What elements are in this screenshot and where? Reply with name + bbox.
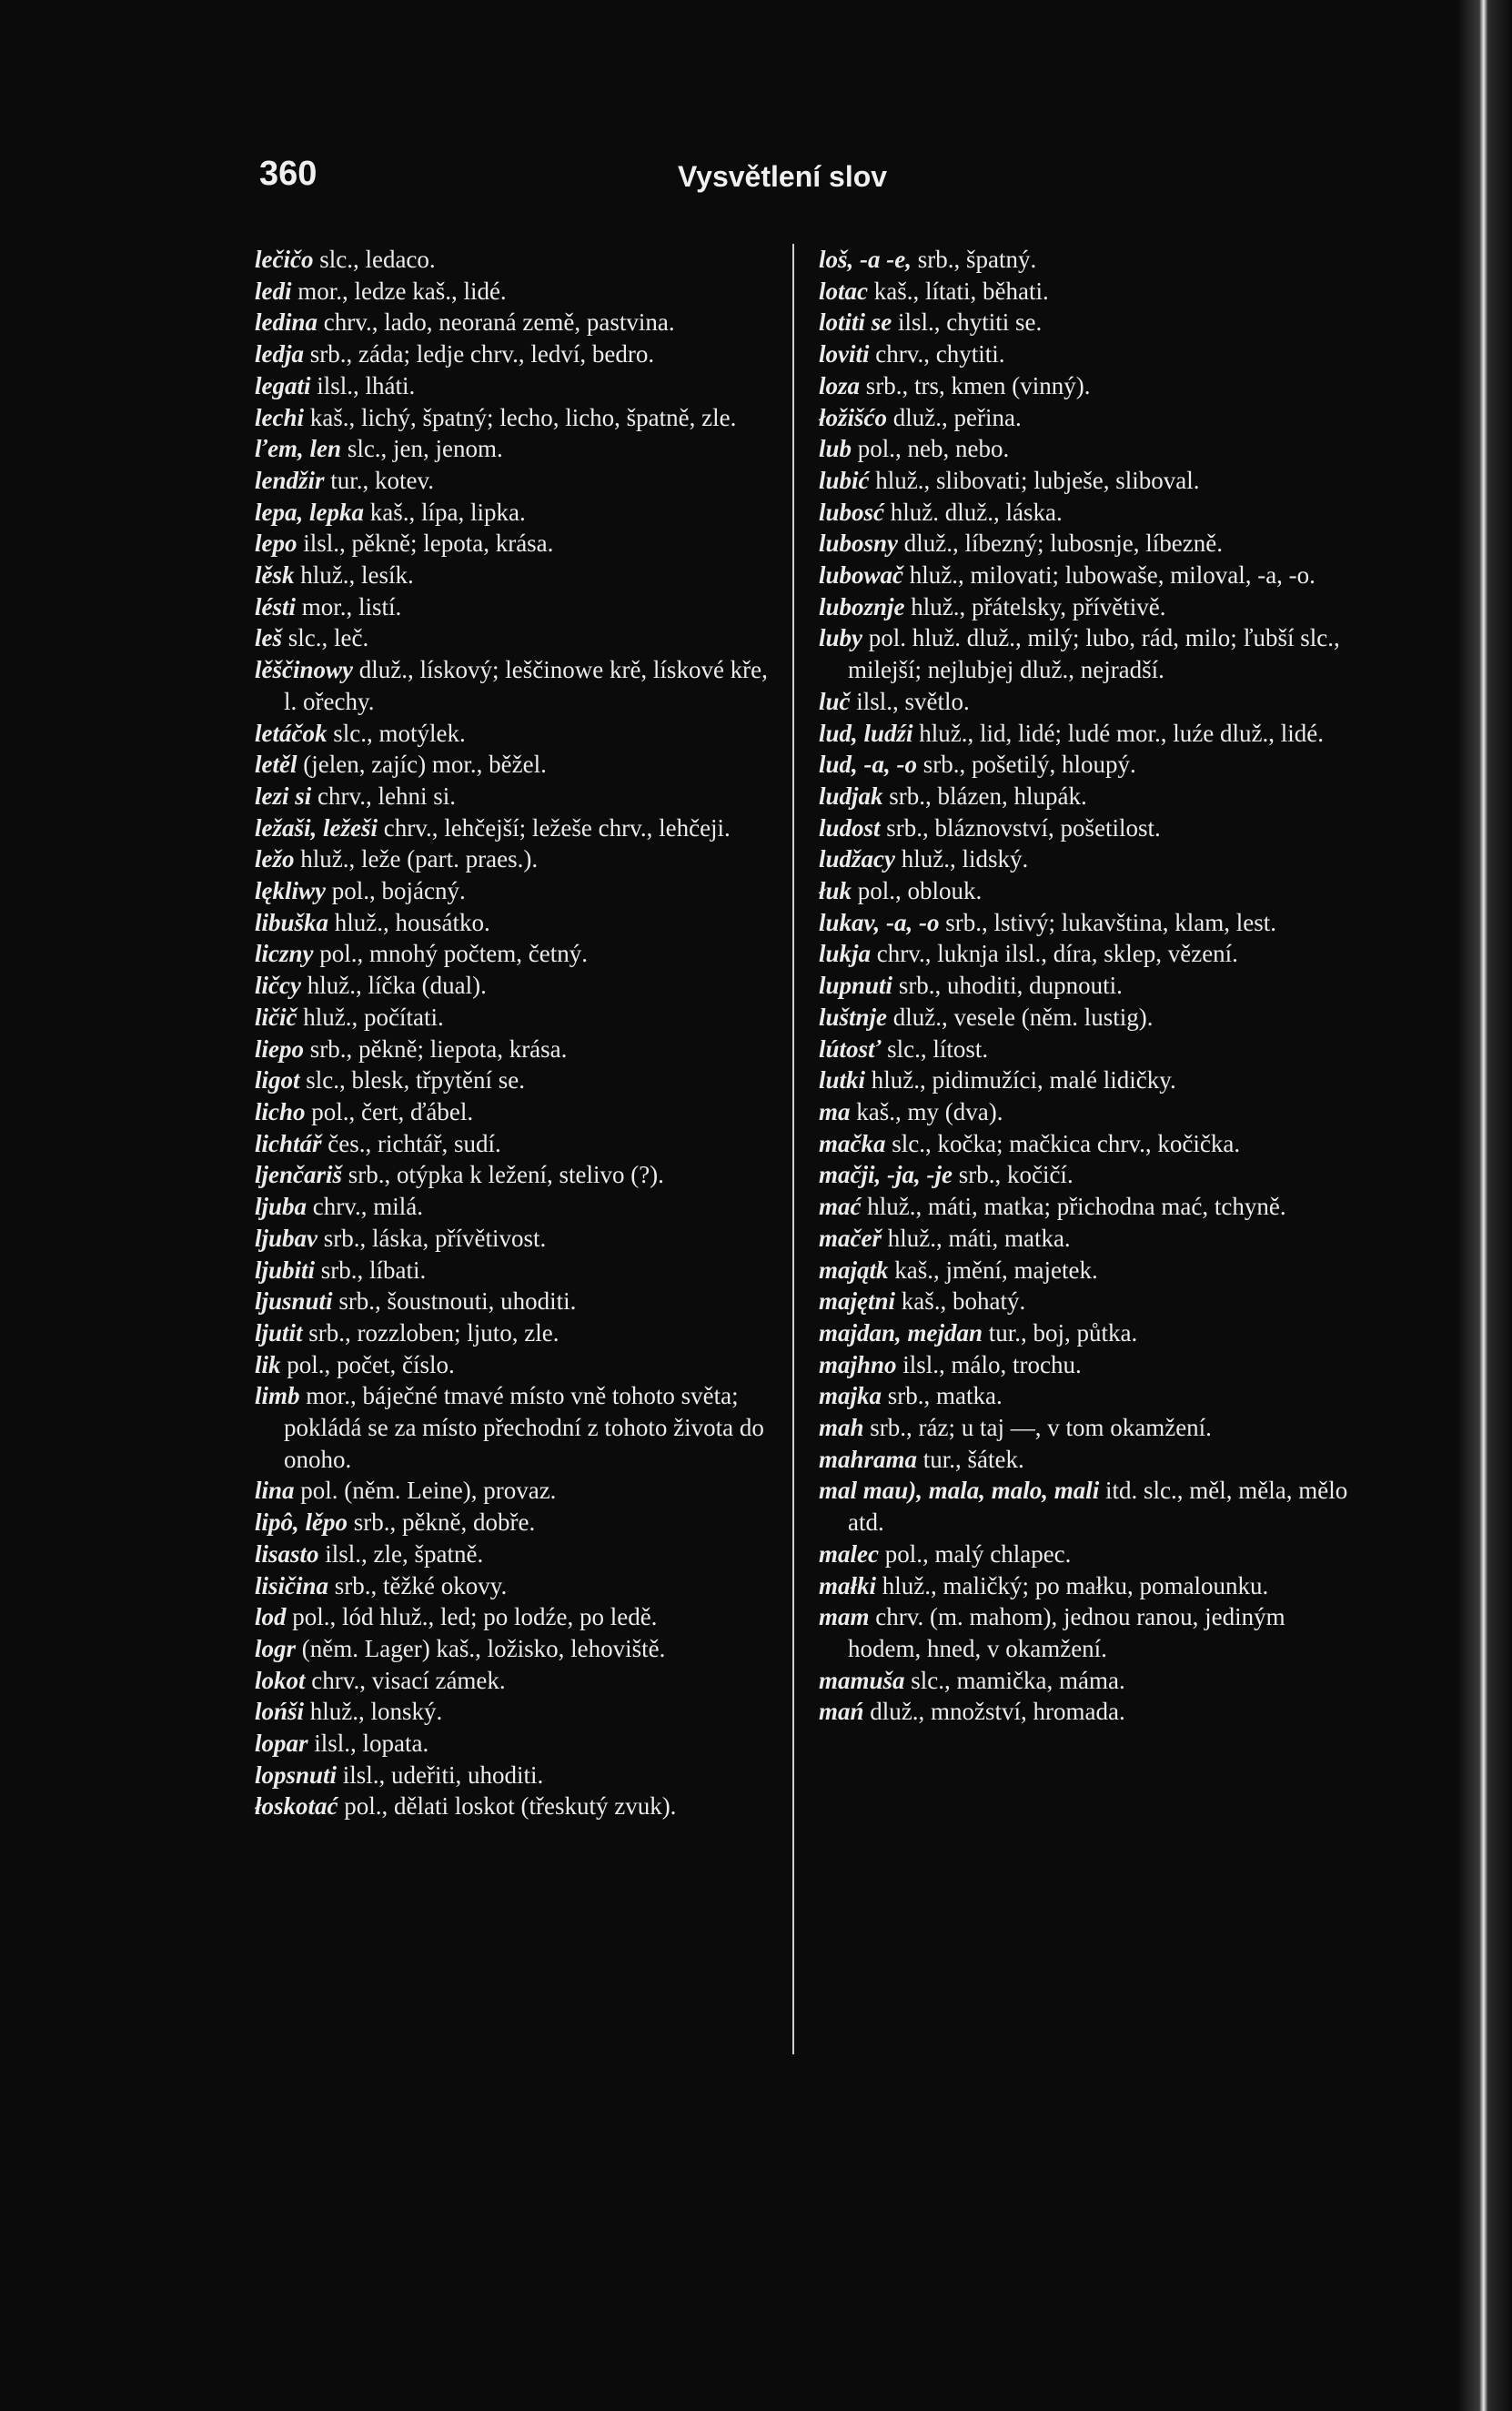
dictionary-entry [255, 591, 778, 623]
entry-definition: pol., mnohý počtem, četný. [313, 940, 588, 968]
entry-headword: lendžir [255, 466, 325, 494]
entry-definition: dluž., peřina. [887, 403, 1022, 431]
dictionary-entry [819, 1096, 1356, 1128]
entry-definition: dluž., množství, hromada. [863, 1698, 1125, 1726]
dictionary-entry [819, 591, 1356, 623]
entry-definition: slc., motýlek. [327, 719, 466, 747]
entry-headword: majhno [819, 1350, 897, 1378]
dictionary-entry [255, 622, 778, 654]
entry-definition: hluž. dluž., láska. [884, 498, 1063, 526]
entry-definition: dluž., líbezný; lubosnje, líbezně. [898, 530, 1223, 558]
entry-headword: lękliwy [255, 877, 326, 905]
entry-headword: majętni [819, 1287, 896, 1316]
dictionary-entry [255, 1223, 778, 1255]
entry-definition: slc., leč. [282, 624, 369, 652]
entry-definition: chrv., luknja ilsl., díra, sklep, vězení. [871, 940, 1238, 968]
entry-definition: srb., matka. [882, 1382, 1003, 1410]
dictionary-entry [255, 875, 778, 907]
entry-definition: mor., ledze kaš., lidé. [291, 277, 507, 305]
entry-headword: ludost [819, 813, 881, 842]
dictionary-entry [819, 402, 1356, 434]
dictionary-entry [255, 907, 778, 939]
entry-headword: limb [255, 1382, 300, 1410]
entry-definition: hluž., pidimužíci, malé lidičky. [865, 1066, 1176, 1095]
entry-definition: kaš., my (dva). [850, 1097, 1003, 1125]
entry-headword: lisičina [255, 1571, 329, 1599]
entry-definition: pol., bojácný. [325, 877, 466, 905]
entry-headword: lońši [255, 1698, 305, 1726]
entry-definition: srb., těžké okovy. [328, 1571, 508, 1599]
entry-definition: tur., boj, půtka. [983, 1318, 1138, 1347]
entry-headword: lopar [255, 1730, 308, 1758]
entry-headword: mahrama [819, 1445, 918, 1473]
entry-definition: srb., trs, kmen (vinný). [860, 371, 1091, 399]
entry-headword: lod [255, 1603, 287, 1631]
entry-headword: loš, -a -e, [819, 246, 912, 273]
entry-headword: lisasto [255, 1539, 319, 1568]
dictionary-entry [255, 843, 778, 875]
dictionary-entry [819, 560, 1356, 591]
entry-headword: ledja [255, 340, 304, 368]
entry-headword: mać [819, 1193, 862, 1221]
dictionary-entry [255, 938, 778, 970]
entry-definition: srb., pěkně, dobře. [348, 1508, 536, 1537]
dictionary-entry [255, 1191, 778, 1223]
entry-definition: srb., záda; ledje chrv., ledví, bedro. [304, 340, 655, 368]
entry-definition: srb., líbati. [315, 1256, 427, 1284]
entry-definition: slc., ledaco. [313, 246, 436, 273]
entry-definition: slc., jen, jenom. [341, 435, 503, 463]
dictionary-entry [819, 465, 1356, 497]
dictionary-entry [255, 1696, 778, 1728]
dictionary-entry [819, 812, 1356, 844]
entry-definition: srb., pěkně; liepota, krása. [304, 1034, 568, 1063]
dictionary-entry [819, 1538, 1356, 1570]
entry-definition: srb., uhoditi, dupnouti. [892, 972, 1123, 1000]
page-number: 360 [259, 155, 318, 193]
dictionary-entry [819, 528, 1356, 560]
dictionary-entry [255, 497, 778, 529]
dictionary-entry [819, 1601, 1356, 1664]
entry-definition: hluž., slibovati; lubješe, sliboval. [869, 466, 1200, 494]
entry-headword: ležaši, ležeši [255, 813, 378, 842]
dictionary-entry [255, 370, 778, 402]
dictionary-entry [255, 1034, 778, 1065]
dictionary-entry [819, 1412, 1356, 1444]
dictionary-entry [819, 1696, 1356, 1728]
dictionary-entry [255, 1002, 778, 1034]
dictionary-entry [255, 1728, 778, 1760]
entry-headword: lubosny [819, 530, 899, 558]
entry-headword: ljubiti [255, 1256, 316, 1284]
entry-definition: pol. hluž. dluž., milý; lubo, rád, milo; ľubší slc., milejší; nejlubjej dluž., nejradší. [848, 624, 1340, 684]
entry-definition: dluž., vesele (něm. lustig). [887, 1003, 1154, 1031]
entry-definition: chrv., chytiti. [869, 340, 1005, 368]
entry-headword: lubosć [819, 498, 885, 526]
dictionary-entry [255, 1538, 778, 1570]
entry-headword: ledi [255, 277, 292, 305]
entry-definition: slc., lítost. [881, 1034, 989, 1063]
dictionary-entry [255, 528, 778, 560]
entry-headword: lezi si [255, 782, 312, 810]
entry-headword: lěsk [255, 561, 295, 590]
entry-headword: lokot [255, 1666, 306, 1694]
entry-definition: mor., báječné tmavé místo vně tohoto světa; pokládá se za místo přechodní z tohoto života do onoho. [284, 1382, 764, 1473]
entry-headword: loviti [819, 340, 870, 368]
dictionary-entry [819, 1349, 1356, 1381]
entry-definition: pol., malý chlapec. [878, 1539, 1072, 1568]
entry-definition: pol., počet, číslo. [280, 1350, 455, 1378]
entry-headword: ležo [255, 845, 295, 873]
entry-definition: hluž., líčka (dual). [300, 972, 487, 1000]
entry-headword: mačji, -ja, -je [819, 1161, 953, 1189]
entry-headword: lopsnuti [255, 1760, 338, 1789]
entry-headword: ličič [255, 1003, 297, 1031]
entry-headword: logr [255, 1634, 297, 1662]
entry-headword: lepa, lepka [255, 498, 364, 526]
entry-headword: lútosť [819, 1034, 882, 1063]
entry-headword: ličcy [255, 972, 301, 1000]
dictionary-entry [819, 718, 1356, 750]
entry-definition: hluž., leže (part. praes.). [294, 845, 539, 873]
dictionary-entry [255, 1665, 778, 1697]
entry-definition: srb., bláznovství, pošetilost. [880, 813, 1161, 842]
dictionary-entry [255, 465, 778, 497]
entry-definition: pol., dělati loskot (třeskutý zvuk). [338, 1792, 677, 1821]
dictionary-entry [819, 1475, 1356, 1538]
dictionary-entry [819, 497, 1356, 529]
entry-definition: hluž., maličký; po małku, pomalounku. [876, 1571, 1269, 1599]
dictionary-entry [255, 1475, 778, 1507]
entry-headword: mam [819, 1603, 870, 1631]
dictionary-entry [255, 1349, 778, 1381]
entry-definition: srb., lstivý; lukavština, klam, lest. [939, 908, 1276, 936]
entry-headword: łuk [819, 877, 852, 905]
dictionary-entry [255, 812, 778, 844]
dictionary-entry [819, 970, 1356, 1002]
dictionary-entry [819, 1034, 1356, 1065]
dictionary-entry [255, 1286, 778, 1317]
entry-headword: luboznje [819, 592, 905, 620]
entry-headword: liepo [255, 1034, 304, 1063]
entry-definition: chrv. (m. mahom), jednou ranou, jediným hodem, hned, v okamžení. [848, 1603, 1285, 1662]
dictionary-entry [819, 907, 1356, 939]
entry-headword: luč [819, 687, 851, 715]
entry-headword: luby [819, 624, 863, 652]
entry-headword: lutki [819, 1066, 866, 1095]
entry-definition: kaš., bohatý. [895, 1287, 1026, 1316]
entry-definition: ilsl., zle, špatně. [318, 1539, 484, 1568]
entry-headword: mań [819, 1698, 864, 1726]
entry-headword: ľem, len [255, 435, 342, 463]
entry-definition: hluž., lesík. [294, 561, 414, 590]
entry-headword: lud, ludźi [819, 719, 913, 747]
dictionary-entry [255, 1317, 778, 1349]
dictionary-entry [819, 370, 1356, 402]
dictionary-entry [255, 1507, 778, 1538]
entry-headword: majątk [819, 1256, 889, 1284]
dictionary-entry [255, 1128, 778, 1160]
entry-headword: ljutit [255, 1318, 303, 1347]
entry-definition: pol., lód hluž., led; po lodźe, po ledě. [286, 1603, 658, 1631]
entry-definition: chrv., visací zámek. [305, 1666, 506, 1694]
entry-headword: lečičo [255, 246, 314, 273]
dictionary-entry [819, 843, 1356, 875]
book-edge [1457, 0, 1512, 2411]
dictionary-entry [819, 1665, 1356, 1697]
entry-headword: leš [255, 624, 282, 652]
entry-definition: srb., pošetilý, hloupý. [917, 751, 1136, 779]
dictionary-entry [819, 276, 1356, 308]
entry-headword: mačka [819, 1129, 886, 1157]
entry-definition: kaš., jmění, majetek. [888, 1256, 1098, 1284]
entry-headword: libuška [255, 908, 329, 936]
dictionary-entry [819, 1128, 1356, 1160]
entry-definition: ilsl., lháti. [310, 371, 416, 399]
entry-definition: (jelen, zajíc) mor., běžel. [297, 751, 547, 779]
entry-headword: lik [255, 1350, 281, 1378]
entry-definition: slc., mamička, máma. [904, 1666, 1125, 1694]
running-title: Vysvětlení slov [678, 160, 888, 193]
entry-definition: kaš., lípa, lipka. [363, 498, 526, 526]
dictionary-entry [255, 1380, 778, 1475]
entry-definition: srb., láska, přívětivost. [318, 1224, 547, 1252]
dictionary-entry [255, 781, 778, 812]
dictionary-entry [255, 1255, 778, 1286]
entry-definition: srb., šoustnouti, uhoditi. [332, 1287, 577, 1316]
entry-headword: lepo [255, 530, 297, 558]
entry-headword: lupnuti [819, 972, 893, 1000]
entry-definition: chrv., lado, neoraná země, pastvina. [318, 308, 675, 337]
dictionary-entry [255, 560, 778, 591]
entry-definition: tur., šátek. [917, 1445, 1024, 1473]
dictionary-entry [255, 970, 778, 1002]
entry-definition: hluž., lonský. [304, 1698, 443, 1726]
entry-definition: ilsl., světlo. [850, 687, 970, 715]
dictionary-entry [819, 1002, 1356, 1034]
dictionary-entry [819, 244, 1356, 276]
entry-headword: lub [819, 435, 852, 463]
dictionary-entry [819, 307, 1356, 338]
entry-headword: lukja [819, 940, 872, 968]
entry-headword: lina [255, 1477, 295, 1505]
entry-headword: majka [819, 1382, 882, 1410]
dictionary-entry [255, 654, 778, 717]
entry-headword: ma [819, 1097, 851, 1125]
left-column [255, 244, 778, 1822]
entry-headword: licho [255, 1097, 306, 1125]
dictionary-entry [819, 1064, 1356, 1096]
entry-headword: liczny [255, 940, 314, 968]
entry-headword: ledina [255, 308, 318, 337]
entry-headword: ljubav [255, 1224, 318, 1252]
dictionary-entry [255, 276, 778, 308]
dictionary-entry [255, 718, 778, 750]
entry-headword: ludžacy [819, 845, 895, 873]
dictionary-entry [819, 1159, 1356, 1191]
entry-headword: łožišćo [819, 403, 888, 431]
entry-definition: ilsl., pěkně; lepota, krása. [297, 530, 554, 558]
entry-definition: tur., kotev. [324, 466, 435, 494]
entry-definition: chrv., milá. [307, 1193, 423, 1221]
entry-headword: lotiti se [819, 308, 892, 337]
dictionary-entry [819, 1444, 1356, 1476]
dictionary-entry [819, 1223, 1356, 1255]
entry-definition: srb., rozzloben; ljuto, zle. [302, 1318, 559, 1347]
entry-headword: mamuša [819, 1666, 905, 1694]
dictionary-entry [819, 686, 1356, 718]
dictionary-entry [819, 622, 1356, 685]
dictionary-entry [819, 1191, 1356, 1223]
entry-definition: kaš., lítati, běhati. [868, 277, 1049, 305]
entry-headword: mal mau), mala, malo, mali [819, 1477, 1100, 1505]
entry-definition: hluž., lid, lidé; ludé mor., luźe dluž., lidé. [912, 719, 1324, 747]
entry-headword: lubowač [819, 561, 904, 590]
entry-headword: lud, -a, -o [819, 751, 917, 779]
entry-headword: letáčok [255, 719, 328, 747]
entry-headword: ligot [255, 1066, 300, 1095]
entry-definition: srb., kočičí. [952, 1161, 1074, 1189]
entry-headword: lěščinowy [255, 656, 353, 684]
entry-definition: srb., špatný. [911, 246, 1037, 273]
entry-definition: čes., richtář, sudí. [321, 1129, 501, 1157]
entry-headword: malec [819, 1539, 879, 1568]
entry-headword: letěl [255, 751, 297, 779]
entry-headword: majdan, mejdan [819, 1318, 983, 1347]
entry-definition: chrv., lehčejší; ležeše chrv., lehčeji. [378, 813, 731, 842]
entry-headword: ljusnuti [255, 1287, 333, 1316]
entry-definition: (něm. Lager) kaš., ložisko, lehoviště. [296, 1634, 666, 1662]
dictionary-entry [819, 433, 1356, 465]
entry-definition: srb., ráz; u taj —, v tom okamžení. [863, 1414, 1212, 1442]
entry-definition: srb., blázen, hlupák. [882, 782, 1087, 810]
entry-definition: slc., kočka; mačkica chrv., kočička. [885, 1129, 1241, 1157]
entry-headword: lechi [255, 403, 304, 431]
entry-definition: pol., neb, nebo. [852, 435, 1010, 463]
entry-definition: kaš., lichý, špatný; lecho, licho, špatně, zle. [304, 403, 737, 431]
entry-headword: mačeř [819, 1224, 882, 1252]
entry-headword: ljuba [255, 1193, 307, 1221]
entry-headword: ljenčariš [255, 1161, 343, 1189]
entry-headword: legati [255, 371, 311, 399]
dictionary-entry [819, 1286, 1356, 1317]
right-column [819, 244, 1356, 1728]
dictionary-entry [255, 338, 778, 370]
entry-headword: ludjak [819, 782, 883, 810]
dictionary-entry [255, 433, 778, 465]
entry-headword: łoskotać [255, 1792, 338, 1821]
entry-headword: lubić [819, 466, 870, 494]
entry-definition: pol., čert, ďábel. [305, 1097, 474, 1125]
entry-definition: ilsl., udeřiti, uhoditi. [337, 1760, 544, 1789]
dictionary-entry [819, 781, 1356, 812]
dictionary-entry [819, 1255, 1356, 1286]
dictionary-entry [819, 749, 1356, 781]
entry-headword: lukav, -a, -o [819, 908, 940, 936]
entry-headword: lésti [255, 592, 296, 620]
dictionary-entry [255, 1159, 778, 1191]
dictionary-entry [255, 1633, 778, 1665]
dictionary-entry [255, 1096, 778, 1128]
dictionary-entry [819, 1380, 1356, 1412]
dictionary-entry [819, 875, 1356, 907]
dictionary-entry [255, 1760, 778, 1791]
column-divider [792, 244, 794, 2054]
entry-definition: hluž., housátko. [328, 908, 490, 936]
entry-definition: hluž., lidský. [895, 845, 1029, 873]
dictionary-entry [255, 307, 778, 338]
dictionary-entry [255, 749, 778, 781]
entry-definition: dluž., lískový; leščinowe krě, lískové kře, l. ořechy. [284, 656, 768, 715]
entry-definition: ilsl., lopata. [307, 1730, 429, 1758]
dictionary-entry [819, 1317, 1356, 1349]
entry-definition: pol., oblouk. [852, 877, 983, 905]
entry-definition: ilsl., chytiti se. [892, 308, 1043, 337]
entry-headword: mah [819, 1414, 864, 1442]
entry-definition: hluž., milovati; lubowaše, miloval, -a, -o. [903, 561, 1315, 590]
dictionary-entry [819, 1570, 1356, 1602]
dictionary-entry [819, 938, 1356, 970]
entry-definition: chrv., lehni si. [311, 782, 456, 810]
dictionary-entry [255, 1791, 778, 1822]
entry-headword: luštnje [819, 1003, 888, 1031]
dictionary-entry [255, 402, 778, 434]
dictionary-entry [255, 1064, 778, 1096]
entry-definition: ilsl., málo, trochu. [896, 1350, 1082, 1378]
entry-headword: małki [819, 1571, 877, 1599]
dictionary-entry [255, 1570, 778, 1602]
entry-definition: slc., blesk, třpytění se. [299, 1066, 525, 1095]
entry-headword: loza [819, 371, 861, 399]
entry-definition: pol. (něm. Leine), provaz. [294, 1477, 557, 1505]
entry-definition: hluž., počítati. [297, 1003, 444, 1031]
entry-definition: hluž., máti, matka. [881, 1224, 1071, 1252]
entry-definition: srb., otýpka k ležení, stelivo (?). [342, 1161, 664, 1189]
entry-headword: lipô, lěpo [255, 1508, 348, 1537]
entry-definition: itd. slc., měl, měla, mělo atd. [848, 1477, 1348, 1537]
entry-headword: lichtář [255, 1129, 322, 1157]
entry-definition: hluž., přátelsky, přívětivě. [904, 592, 1166, 620]
page-header [259, 155, 1333, 209]
entry-definition: hluž., máti, matka; přichodna mać, tchyně. [861, 1193, 1286, 1221]
entry-headword: lotac [819, 277, 868, 305]
dictionary-entry [819, 338, 1356, 370]
dictionary-entry [255, 244, 778, 276]
entry-definition: mor., listí. [296, 592, 402, 620]
dictionary-entry [255, 1601, 778, 1633]
